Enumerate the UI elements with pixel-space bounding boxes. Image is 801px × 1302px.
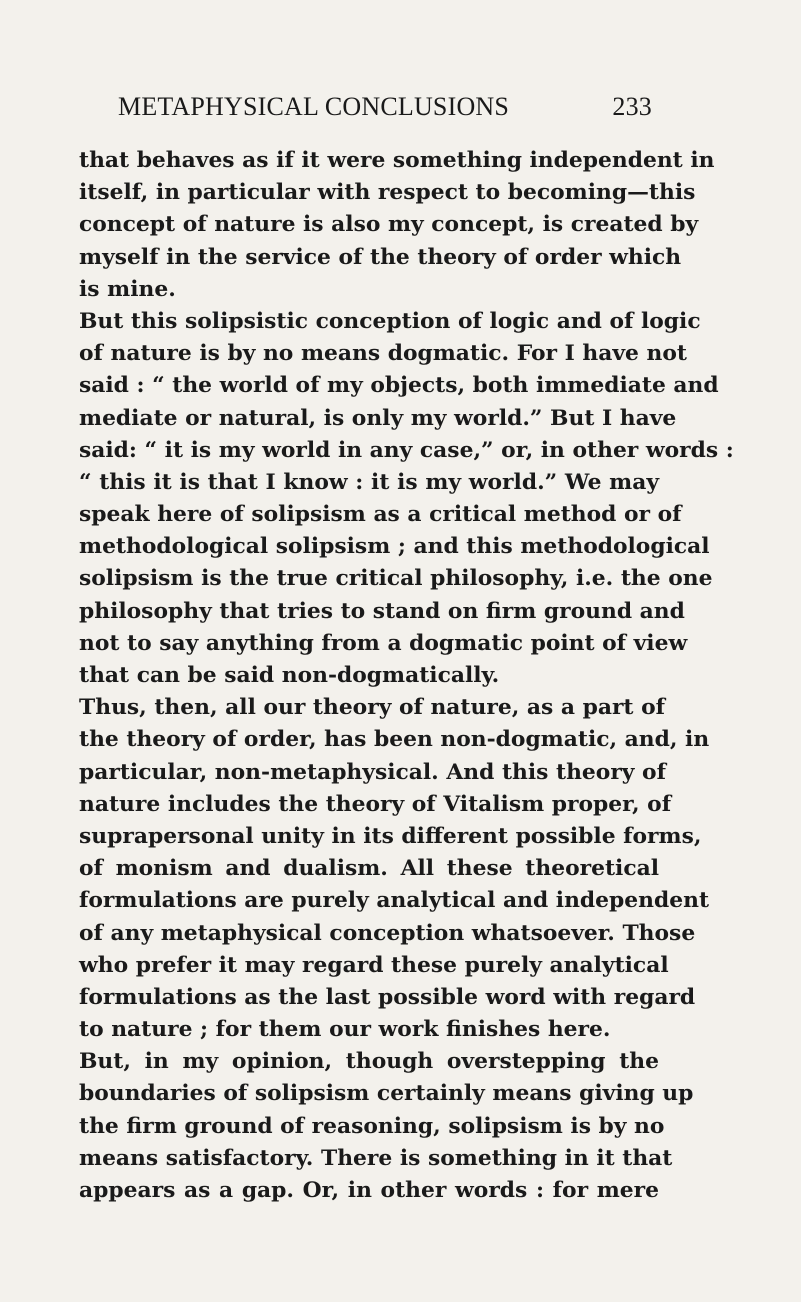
text-line: speak here of solipsism as a critical method or of — [79, 502, 682, 528]
body-text — [79, 145, 734, 1207]
text-line: that behaves as if it were something independent in — [79, 148, 715, 173]
text-line: the firm ground of reasoning, solipsism is by no — [79, 1113, 665, 1139]
text-line: suprapersonal unity in its different possible forms, — [79, 823, 702, 849]
text-line: itself, in particular with respect to becoming—this — [79, 180, 696, 206]
text-line: Thus, then, all our theory of nature, as a part of — [79, 695, 665, 721]
text-line: said: “ it is my world in any case,” or, in other words : — [79, 437, 734, 463]
text-line: philosophy that tries to stand on firm ground and — [79, 598, 685, 624]
text-line: of monism and dualism. All these theoretical — [79, 856, 659, 882]
text-line: of any metaphysical conception whatsoever. Those — [79, 920, 696, 946]
text-line: to nature ; for them our work finishes here. — [79, 1017, 611, 1043]
text-line: the theory of order, has been non-dogmatic, and, in — [79, 727, 710, 753]
page-number: 233 — [612, 92, 652, 121]
text-line: that can be said non-dogmatically. — [79, 663, 500, 688]
running-head-title: METAPHYSICAL CONCLUSIONS — [118, 92, 510, 121]
text-line: concept of nature is also my concept, is created by — [79, 212, 699, 238]
text-line: not to say anything from a dogmatic point of view — [79, 630, 688, 656]
text-line: who prefer it may regard these purely analytical — [79, 952, 669, 978]
running-head — [118, 92, 652, 128]
text-line: said : “ the world of my objects, both immediate and — [79, 373, 719, 399]
text-line: mediate or natural, is only my world.” But I have — [79, 405, 677, 431]
text-line: boundaries of solipsism certainly means giving up — [79, 1081, 694, 1107]
text-line: But, in my opinion, though overstepping the — [79, 1049, 659, 1075]
text-line: “ this it is that I know : it is my world.” We may — [79, 469, 659, 495]
text-line: formulations are purely analytical and independent — [79, 888, 710, 914]
text-line: formulations as the last possible word with regard — [79, 984, 696, 1010]
text-line: is mine. — [79, 276, 176, 302]
text-line: of nature is by no means dogmatic. For I have not — [79, 341, 687, 367]
text-line: solipsism is the true critical philosophy, i.e. the one — [79, 566, 713, 592]
text-line: means satisfactory. There is something in it that — [79, 1145, 673, 1171]
text-line: But this solipsistic conception of logic and of logic — [79, 308, 701, 334]
text-line: particular, non-metaphysical. And this theory of — [79, 759, 666, 785]
text-line: myself in the service of the theory of order which — [79, 244, 682, 270]
text-line: appears as a gap. Or, in other words : for mere — [79, 1178, 659, 1203]
text-line: methodological solipsism ; and this methodological — [79, 534, 710, 560]
text-line: nature includes the theory of Vitalism proper, of — [79, 791, 672, 817]
